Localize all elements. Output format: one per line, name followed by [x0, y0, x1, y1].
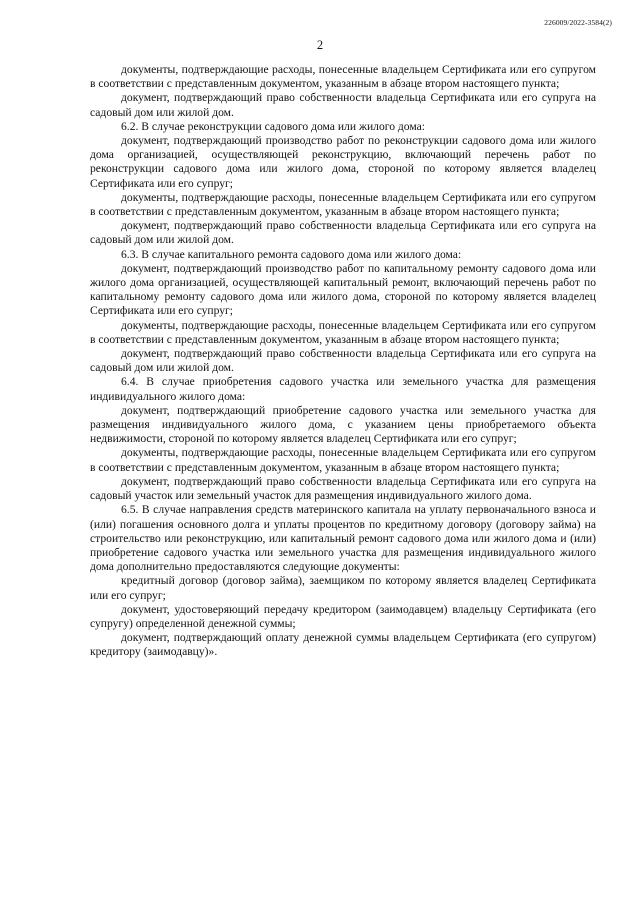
paragraph: документы, подтверждающие расходы, понесенные владельцем Сертификата или его супругом в соответствии с представленным документом, указанным в абзаце втором настоящего пункта;: [90, 446, 596, 474]
paragraph: документ, подтверждающий приобретение садового участка или земельного участка для размещения индивидуального жилого дома, с указанием цены приобретаемого объекта недвижимости, стороной по которому является владелец Сертификата или его супруг;: [90, 403, 596, 446]
section-heading-6-5: 6.5. В случае направления средств материнского капитала на уплату первоначального взноса и (или) погашения основного долга и уплаты процентов по кредитному договору (договору займа) на строительство или реконструкцию, или капитальный ремонт садового дома или жилого дома и (или) приобретение садового участка или земельного участка для размещения индивидуального жилого дома дополнительно предоставляются следующие документы:: [90, 503, 596, 574]
section-heading-6-2: 6.2. В случае реконструкции садового дома или жилого дома:: [121, 119, 426, 133]
paragraph: документ, подтверждающий производство работ по капитальному ремонту садового дома или жилого дома организацией, осуществляющей капитальный ремонт, включающий перечень работ по капитальному ремонту садового дома или жилого дома, стороной по которому является владелец Сертификата или его супруг;: [90, 261, 596, 318]
paragraph: документ, подтверждающий право собственности владельца Сертификата или его супруга на садовый дом или жилой дом.: [90, 347, 596, 375]
document-id: 226009/2022-3584(2): [544, 18, 612, 27]
page-number: 2: [316, 38, 324, 52]
paragraph: документ, подтверждающий производство работ по реконструкции садового дома или жилого дома организацией, осуществляющей реконструкцию, включающий перечень работ по реконструкции садового дома или жилого дома, стороной по которому является владелец Сертификата или его супруг;: [90, 134, 596, 190]
paragraph: документы, подтверждающие расходы, понесенные владельцем Сертификата или его супругом в соответствии с представленным документом, указанным в абзаце втором настоящего пункта;: [90, 318, 596, 346]
paragraph: кредитный договор (договор займа), заемщиком по которому является владелец Сертификата или его супруг;: [90, 574, 596, 602]
paragraph: документ, подтверждающий оплату денежной суммы владельцем Сертификата (его супругом) кредитору (заимодавцу)».: [90, 631, 596, 659]
paragraph: документы, подтверждающие расходы, понесенные владельцем Сертификата или его супругом в соответствии с представленным документом, указанным в абзаце втором настоящего пункта;: [90, 63, 596, 91]
paragraph: документы, подтверждающие расходы, понесенные владельцем Сертификата или его супругом в соответствии с представленным документом, указанным в абзаце втором настоящего пункта;: [90, 190, 596, 219]
section-heading-6-4: 6.4. В случае приобретения садового участка или земельного участка для размещения индивидуального жилого дома:: [90, 375, 596, 403]
document-body: [90, 63, 596, 660]
paragraph: документ, удостоверяющий передачу кредитором (заимодавцем) владельцу Сертификата (его супругу) определенной денежной суммы;: [90, 602, 596, 630]
paragraph: документ, подтверждающий право собственности владельца Сертификата или его супруга на садовый участок или земельный участок для размещения индивидуального жилого дома.: [90, 474, 596, 503]
paragraph: документ, подтверждающий право собственности владельца Сертификата или его супруга на садовый дом или жилой дом.: [90, 219, 596, 247]
paragraph: документ, подтверждающий право собственности владельца Сертификата или его супруга на садовый дом или жилой дом.: [90, 91, 596, 119]
section-heading-6-3: 6.3. В случае капитального ремонта садового дома или жилого дома:: [121, 247, 462, 261]
